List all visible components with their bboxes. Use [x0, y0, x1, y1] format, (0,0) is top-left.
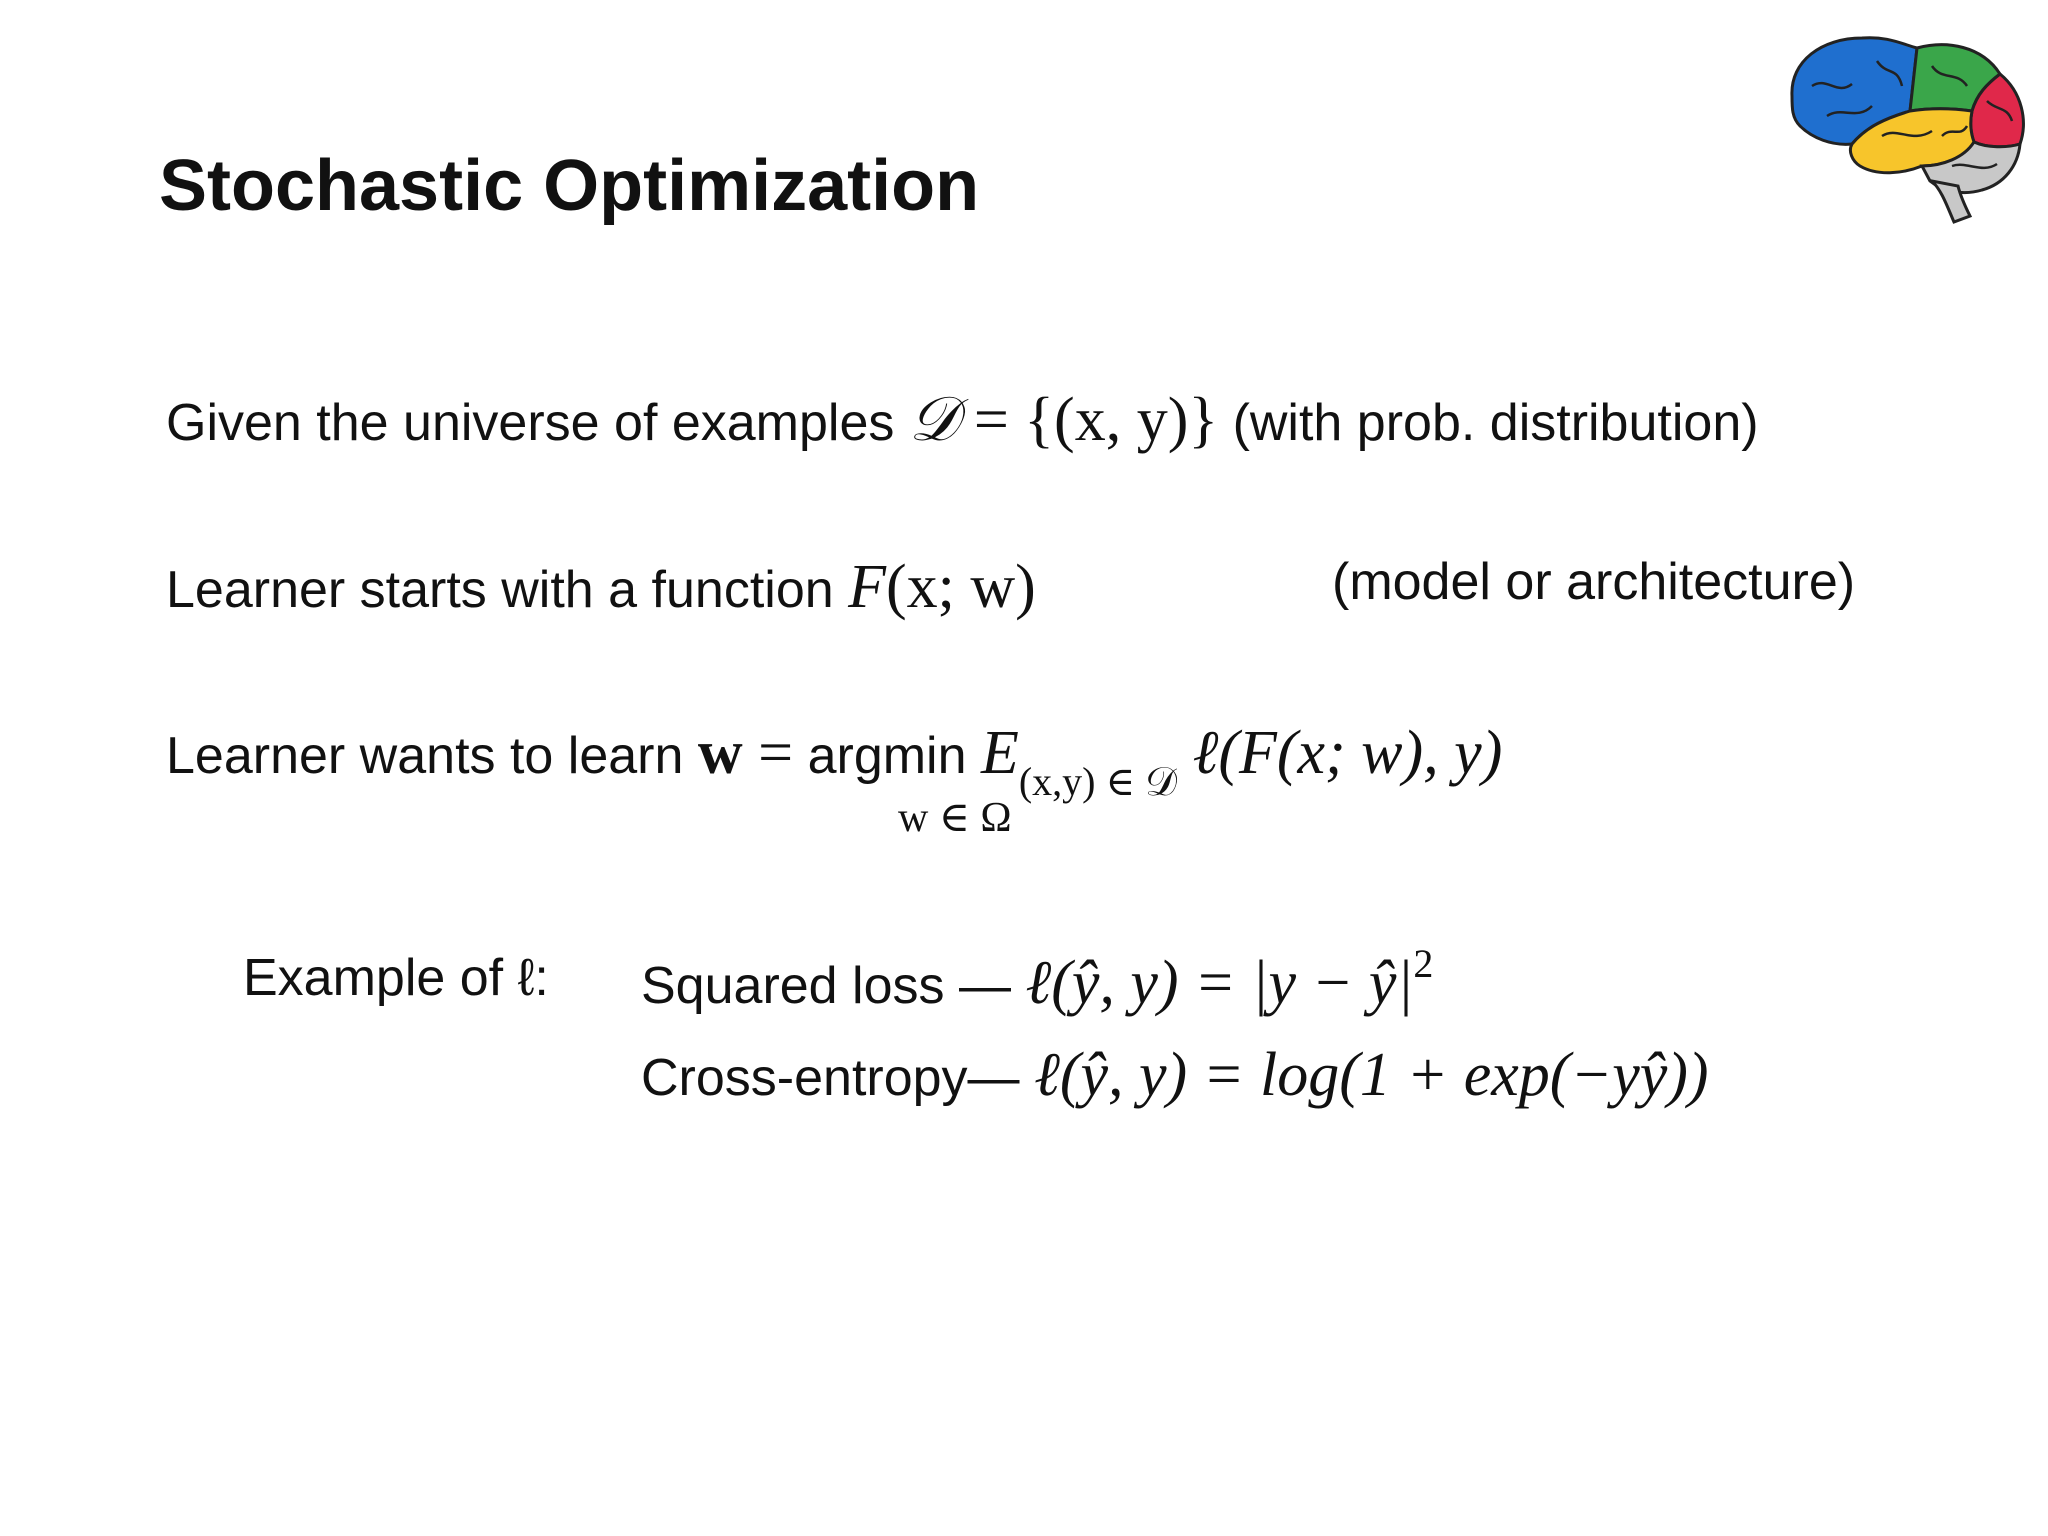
expectation-symbol: E: [980, 719, 1019, 787]
slide-title: Stochastic Optimization: [159, 146, 980, 226]
squared-loss-line: [641, 941, 1434, 1017]
argmin-subscript: w ∈ Ω: [898, 795, 1012, 841]
brain-icon: [1782, 26, 2032, 226]
given-note: (with prob. distribution): [1232, 394, 1759, 452]
function-note: (model or architecture): [1332, 553, 1856, 611]
dataset-symbol: 𝒟: [908, 382, 959, 455]
function-args: (x; w): [886, 553, 1036, 621]
given-equals: =: [973, 386, 1009, 454]
learn-text: Learner wants to learn: [166, 727, 684, 785]
argmin-label: argmin: [807, 727, 967, 785]
given-text: Given the universe of examples: [166, 394, 895, 452]
cross-entropy-label: Cross-entropy—: [641, 1049, 1020, 1107]
dataset-set: {(x, y)}: [1024, 386, 1219, 454]
learn-line: [166, 719, 1503, 804]
example-label: Example of ℓ:: [243, 949, 549, 1007]
function-symbol: F: [848, 553, 886, 621]
squared-loss-label: Squared loss —: [641, 957, 1011, 1015]
squared-loss-exponent: 2: [1413, 941, 1434, 986]
squared-loss-formula: ℓ(ŷ, y) = |y − ŷ|: [1025, 949, 1414, 1017]
cross-entropy-formula: ℓ(ŷ, y) = log(1 + exp(−yŷ)): [1034, 1041, 1709, 1109]
expectation-subscript: (x,y) ∈ 𝒟: [1018, 759, 1178, 804]
learn-equals: =: [758, 719, 794, 787]
weights-symbol: w: [697, 719, 743, 787]
loss-expression: ℓ(F(x; w), y): [1192, 719, 1503, 787]
cross-entropy-line: [641, 1041, 1709, 1109]
function-text: Learner starts with a function: [166, 561, 834, 619]
function-line: [166, 553, 1036, 621]
given-line: [166, 382, 1759, 455]
